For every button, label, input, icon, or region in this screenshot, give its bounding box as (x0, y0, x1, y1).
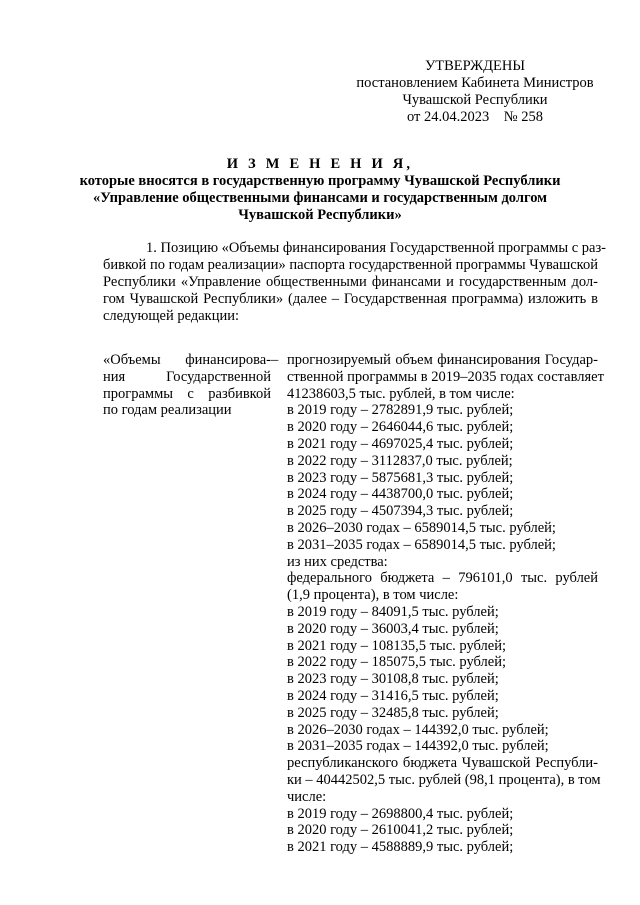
title-heading: И З М Е Н Е Н И Я, (226, 156, 414, 172)
funding-line: (1,9 процента), в том числе: (287, 587, 459, 604)
funding-line: в 2026–2030 годах – 144392,0 тыс. рублей; (287, 721, 549, 738)
funding-line: в 2021 году – 4588889,9 тыс. рублей; (287, 839, 514, 856)
funding-line: в 2025 году – 32485,8 тыс. рублей; (287, 704, 499, 721)
funding-line: в 2020 году – 36003,4 тыс. рублей; (287, 620, 499, 637)
funding-line: федерального бюджета – 796101,0 тыс. рублей (287, 570, 598, 587)
funding-line: в 2020 году – 2646044,6 тыс. рублей; (287, 419, 514, 436)
separator-dash: – (271, 352, 279, 368)
approval-line: УТВЕРЖДЕНЫ (424, 58, 526, 74)
approval-stamp (340, 58, 610, 126)
funding-line: 41238603,5 тыс. рублей, в том числе: (287, 385, 515, 402)
funding-line: в 2019 году – 84091,5 тыс. рублей; (287, 603, 499, 620)
funding-line: прогнозируемый объем финансирования Государ- (287, 352, 598, 368)
intro-line: следующей редакции: (103, 308, 240, 324)
funding-line: в 2022 году – 3112837,0 тыс. рублей; (287, 452, 513, 469)
label-line: программы с разбивкой (103, 385, 271, 402)
document-title (60, 156, 580, 224)
funding-line: в 2024 году – 31416,5 тыс. рублей; (287, 687, 499, 704)
funding-line: ки – 40442502,5 тыс. рублей (98,1 процента), в том (287, 771, 601, 788)
intro-line: Республики «Управление общественными финансами и государственным дол- (103, 274, 598, 290)
approval-date-number: от 24.04.2023 № 258 (407, 109, 543, 125)
title-line: Чувашской Республики» (238, 207, 402, 223)
intro-line: гом Чувашской Республики» (далее – Государственная программа) изложить в (103, 291, 598, 307)
approval-line: Чувашской Республики (402, 92, 548, 108)
funding-line: республиканского бюджета Чувашской Республи- (287, 755, 598, 772)
funding-line: в 2031–2035 годах – 6589014,5 тыс. рублей; (287, 536, 556, 553)
funding-line: в 2021 году – 4697025,4 тыс. рублей; (287, 435, 514, 452)
funding-line: в 2023 году – 5875681,3 тыс. рублей; (287, 469, 514, 486)
funding-line: в 2019 году – 2782891,9 тыс. рублей; (287, 402, 514, 419)
funding-line: в 2031–2035 годах – 144392,0 тыс. рублей; (287, 738, 549, 755)
funding-line: в 2022 году – 185075,5 тыс. рублей; (287, 654, 507, 671)
label-line: «Объемы финансирова- (103, 352, 271, 368)
label-line: по годам реализации (103, 402, 232, 419)
title-line: «Управление общественными финансами и государственным долгом (92, 190, 548, 206)
funding-line: в 2023 году – 30108,8 тыс. рублей; (287, 671, 499, 688)
approval-line: постановлением Кабинета Министров (356, 75, 594, 91)
funding-line: в 2020 году – 2610041,2 тыс. рублей; (287, 822, 514, 839)
funding-line: в 2019 году – 2698800,4 тыс. рублей; (287, 805, 514, 822)
intro-line: 1. Позицию «Объемы финансирования Государственной программы с раз- (146, 240, 607, 256)
passport-item-label (103, 352, 271, 419)
funding-line: ственной программы в 2019–2035 годах составляет (287, 368, 604, 385)
funding-line: в 2025 году – 4507394,3 тыс. рублей; (287, 503, 514, 520)
funding-line: числе: (287, 788, 327, 805)
funding-line: в 2024 году – 4438700,0 тыс. рублей; (287, 486, 514, 503)
intro-paragraph (103, 240, 607, 325)
funding-line: в 2021 году – 108135,5 тыс. рублей; (287, 637, 507, 654)
title-line: которые вносятся в государственную программу Чувашской Республики (79, 173, 561, 189)
label-line: ния Государственной (103, 368, 271, 385)
passport-item-value (287, 352, 604, 856)
intro-line: бивкой по годам реализации» паспорта государственной программы Чувашской (103, 257, 598, 273)
funding-line: в 2026–2030 годах – 6589014,5 тыс. рублей; (287, 519, 556, 536)
funding-line: из них средства: (287, 553, 388, 570)
